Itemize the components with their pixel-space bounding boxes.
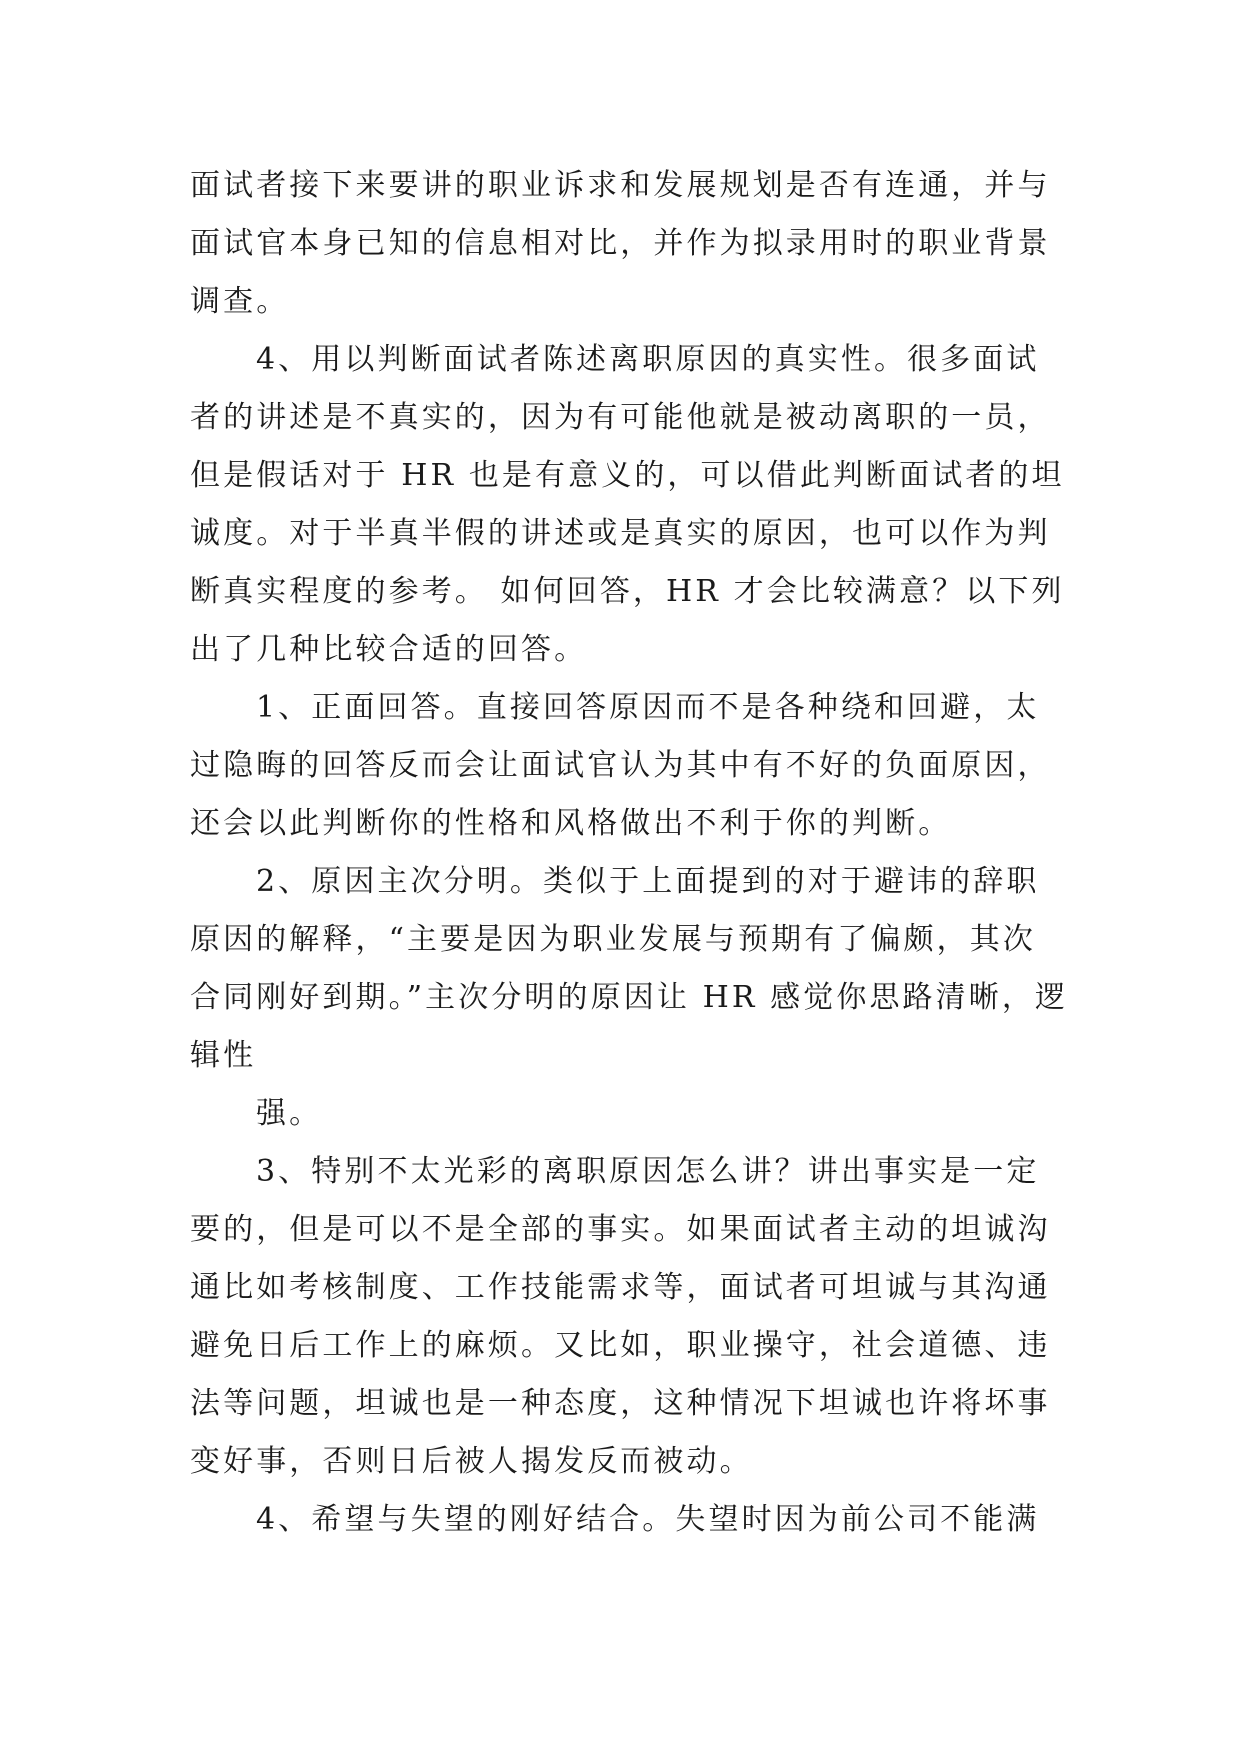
text-line: 者的讲述是不真实的，因为有可能他就是被动离职的一员， [190, 400, 1051, 435]
text-line: 变好事，否则日后被人揭发反而被动。 [190, 1444, 753, 1479]
text-line: 还会以此判断你的性格和风格做出不利于你的判断。 [190, 806, 952, 841]
text-line: 面试官本身已知的信息相对比，并作为拟录用时的职业背景 [190, 226, 1051, 261]
text-line: 通比如考核制度、工作技能需求等，面试者可坦诚与其沟通 [190, 1270, 1051, 1305]
text-line: 法等问题，坦诚也是一种态度，这种情况下坦诚也许将坏事 [190, 1386, 1051, 1421]
text-line: 3、特别不太光彩的离职原因怎么讲？讲出事实是一定 [256, 1154, 1040, 1189]
text-line: 要的，但是可以不是全部的事实。如果面试者主动的坦诚沟 [190, 1212, 1051, 1247]
text-line: 诚度。对于半真半假的讲述或是真实的原因，也可以作为判 [190, 516, 1051, 551]
body-text [190, 157, 1069, 1549]
text-line: 合同刚好到期。”主次分明的原因让 HR 感觉你思路清晰，逻 [190, 980, 1069, 1015]
text-line: 4、用以判断面试者陈述离职原因的真实性。很多面试 [256, 342, 1040, 377]
text-line: 1、正面回答。直接回答原因而不是各种绕和回避，太 [256, 690, 1040, 725]
text-line: 原因的解释，“主要是因为职业发展与预期有了偏颇，其次 [190, 922, 1036, 957]
text-line: 2、原因主次分明。类似于上面提到的对于避讳的辞职 [256, 864, 1040, 899]
text-line: 断真实程度的参考。 如何回答，HR 才会比较满意？以下列 [190, 574, 1065, 609]
text-line: 4、希望与失望的刚好结合。失望时因为前公司不能满 [256, 1502, 1040, 1537]
text-line: 辑性 [190, 1038, 257, 1073]
text-line: 避免日后工作上的麻烦。又比如，职业操守，社会道德、违 [190, 1328, 1051, 1363]
text-line: 强。 [256, 1096, 323, 1131]
text-line: 过隐晦的回答反而会让面试官认为其中有不好的负面原因， [190, 748, 1051, 783]
text-line: 调查。 [190, 284, 290, 319]
text-line: 面试者接下来要讲的职业诉求和发展规划是否有连通，并与 [190, 168, 1051, 203]
text-line: 但是假话对于 HR 也是有意义的，可以借此判断面试者的坦 [190, 458, 1065, 493]
text-line: 出了几种比较合适的回答。 [190, 632, 588, 667]
